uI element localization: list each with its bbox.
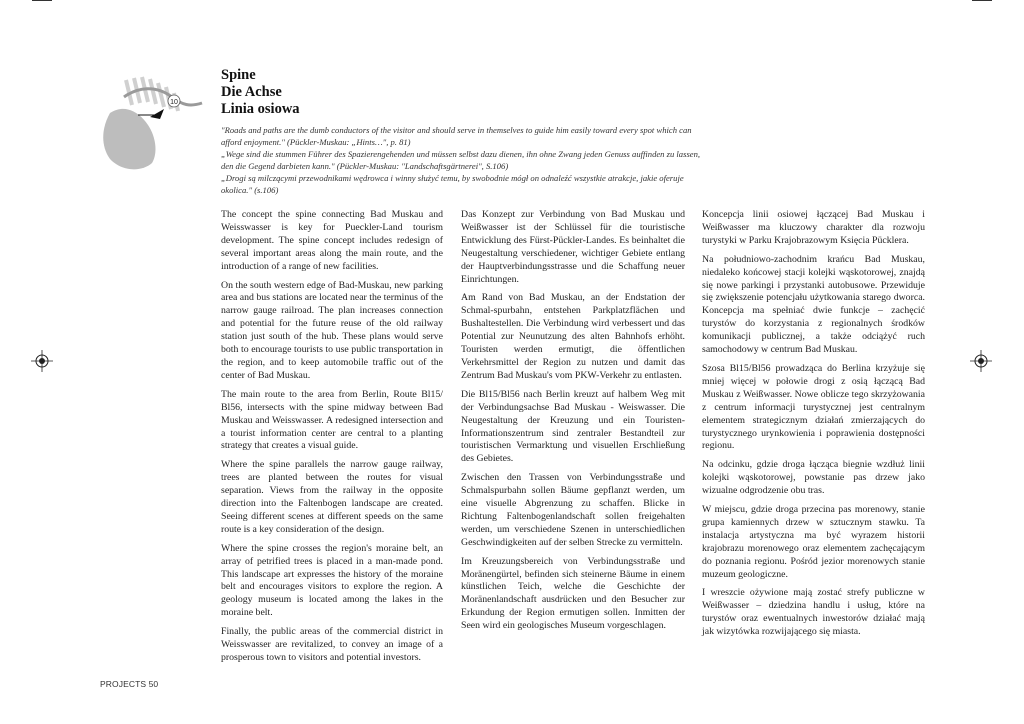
title-german: Die Achse bbox=[221, 84, 282, 100]
paragraph: Finally, the public areas of the commercial district in Weisswasser are revitalized, to convey an image of a prosperous town to visitors and potential investors. bbox=[221, 626, 443, 663]
quote-german: „Wege sind die stummen Führer des Spazierengehenden und müssen selbst dazu dienen, ihn ohne Zwang jeden Genuss auffinden zu lassen, den die Gegend darbieten kann." (Pückler-Muskau: "Landschaftsgärtnerei", S.106) bbox=[221, 149, 701, 172]
paragraph: Am Rand von Bad Muskau, an der Endstation der Schmal-spurbahn, entstehen Parkplatzflächen und Bushaltestellen. Die Verbindung wird verbessert und das Potential zur Neunutzung des alten Bahnhofs erhöht. Touristen werden ermutigt, die öffentlichen Verkehrsmittel der Region zu nutzen und damit das Zentrum Bad Muskau's vom PKW-Verkehr zu entlasten. bbox=[461, 292, 685, 381]
title-english: Spine bbox=[221, 67, 256, 83]
column-german bbox=[461, 209, 685, 639]
paragraph: Das Konzept zur Verbindung von Bad Muskau und Weißwasser ist der Schlüssel für die touristische Entwicklung des Fürst-Pückler-Landes. Es beinhaltet die Neugestaltung verschiedener, wichtiger Gebiete entlang der Hauptverbindungsstrasse und die Schaffung neuer Einrichtungen. bbox=[461, 209, 685, 285]
paragraph: Na południowo-zachodnim krańcu Bad Muskau, niedaleko końcowej stacji kolejki wąskotorowej, znajdą się nowe parkingi i przystanki autobusowe. Przewiduje się zwiększenie potencjału użytkowania starego dworca. Koncepcja ma spełniać dwie funkcje – zachęcić turystów do korzystania z regionalnych środków komunikacji publicznej, a także odciążyć ruch samochodowy w centrum Bad Muskau. bbox=[702, 253, 925, 356]
title-polish: Linia osiowa bbox=[221, 101, 300, 117]
paragraph: Szosa Bl15/Bl56 prowadząca do Berlina krzyżuje się mniej więcej w połowie drogi z osią łączącą Bad Muskau z Weißwasser. Nowe oblicze tego skrzyżowania z centrum informacji turystycznej jest centralnym elementem strategicznym działań zmierzających do turystycznego urynkowienia i poprawienia dostępności regionu. bbox=[702, 362, 925, 452]
spine-map-emblem bbox=[98, 75, 218, 175]
paragraph: Where the spine crosses the region's moraine belt, an array of petrified trees is placed in a man-made pond. This landscape art expresses the history of the moraine belt and encourages visitors to explore the region. A geology museum is located among the lakes in the moraine belt. bbox=[221, 542, 443, 619]
page-footer: PROJECTS 50 bbox=[100, 679, 159, 689]
paragraph: Zwischen den Trassen von Verbindungsstraße und Schmalspurbahn sollen Bäume gepflanzt werden, um eine visuelle Abgrenzung zu schaffen. Blicke in Richtung Faltenbogenlandschaft sollen freigehalten werden, um verschiedene Szenen in unterschiedlichen Geschwindigkeiten auf der selben Strecke zu vermitteln. bbox=[461, 472, 685, 548]
quote-english: "Roads and paths are the dumb conductors of the visitor and should serve in themselves to guide him easily toward every spot which can afford enjoyment." (Pückler-Muskau: „Hints…", p. 81) bbox=[221, 125, 692, 148]
crop-mark-right bbox=[972, 0, 992, 1]
quote-block bbox=[221, 124, 707, 197]
paragraph: Koncepcja linii osiowej łączącej Bad Muskau i Weißwasser ma kluczowy charakter dla rozwoju turystyki w Parku Krajobrazowym Księcia Pücklera. bbox=[702, 209, 925, 246]
crop-mark-left bbox=[32, 0, 52, 1]
paragraph: The concept the spine connecting Bad Muskau and Weisswasser is key for Pueckler-Land tourism development. The spine concept includes redesign of several important areas along the main route, and the introduction of a range of new facilities. bbox=[221, 209, 443, 272]
paragraph: Where the spine parallels the narrow gauge railway, trees are planted between the routes for visual separation. Views from the railway in the opposite direction into the Faltenbogen landscape are created. Seeing different scenes at different speeds on the same route is a key consideration of the design. bbox=[221, 459, 443, 535]
column-polish bbox=[702, 209, 925, 645]
column-english bbox=[221, 209, 443, 671]
title-block bbox=[221, 67, 701, 118]
emblem-number: 10 bbox=[170, 99, 178, 106]
paragraph: The main route to the area from Berlin, Route Bl15/ Bl56, intersects with the spine midway between Bad Muskau and Weisswasser. A redesigned intersection and a tourist information center are central to a planting strategy that creates a visual guide. bbox=[221, 388, 443, 452]
registration-mark-left bbox=[31, 350, 53, 372]
paragraph: Die Bl15/Bl56 nach Berlin kreuzt auf halbem Weg mit der Verbindungsachse Bad Muskau - Weiswasser. Die Neugestaltung der Kreuzung und ein Touristen-Informationszentrum sind zentraler Bestandteil zur touristischen Vermarktung und visuellen Erschließung des Gebietes. bbox=[461, 388, 685, 465]
paragraph: W miejscu, gdzie droga przecina pas morenowy, stanie grupa kamiennych drzew w sztucznym stawku. Ta instalacja artystyczna ma być wyrazem historii krajobrazu morenowego oraz elementem zachęcającym do poznania regionu. Pośród jezior morenowych stanie muzeum geologiczne. bbox=[702, 504, 925, 580]
paragraph: Im Kreuzungsbereich von Verbindungsstraße und Moränengürtel, befinden sich steinerne Bäume in einem künstlichen Teich, welche die Geschichte der Moränenlandschaft ausdrücken und den Besucher zur Erkundung der Region ermutigen sollen. Inmitten der Seen wird ein geologisches Museum vorgeschlagen. bbox=[461, 555, 685, 632]
quote-polish: „Drogi są milczącymi przewodnikami wędrowca i winny służyć temu, by swobodnie mógł on odnaleźć wszystkie atrakcje, jakie oferuje okolica." (s.106) bbox=[221, 173, 684, 196]
registration-mark-right bbox=[970, 350, 992, 372]
paragraph: On the south western edge of Bad-Muskau, new parking area and bus stations are located near the terminus of the narrow gauge railroad. The plan increases connection and potential for the future reuse of the old railway station just south of the hub. These plans would serve both to encourage tourists to use public transportation in the region, and to keep automobile traffic out of the center of Bad Muskau. bbox=[221, 279, 443, 381]
paragraph: Na odcinku, gdzie droga łącząca biegnie wzdłuż linii kolejki wąskotorowej, powstanie pas drzew jako wizualne odgrodzenie obu tras. bbox=[702, 459, 925, 497]
paragraph: I wreszcie ożywione mają zostać strefy publiczne w Weißwasser – dziedzina handlu i usług, które na turystów oraz ewentualnych inwestorów działać mają jak wizytówka rozwijającego się miasta. bbox=[702, 587, 925, 638]
